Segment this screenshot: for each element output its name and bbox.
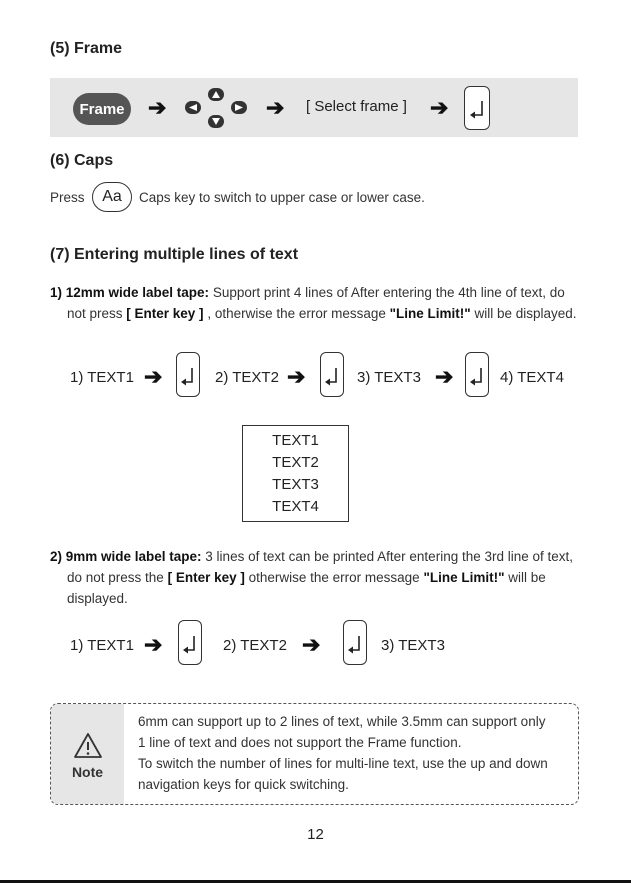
caps-description: Caps key to switch to upper case or lower case. bbox=[139, 190, 425, 205]
enter-key-icon bbox=[464, 86, 490, 130]
preview-line: TEXT2 bbox=[272, 454, 319, 471]
arrow-right-icon: ➔ bbox=[430, 95, 449, 120]
item-9mm-line2 bbox=[50, 567, 590, 588]
arrow-right-icon: ➔ bbox=[435, 364, 454, 389]
note-line: 6mm can support up to 2 lines of text, while 3.5mm can support only bbox=[138, 714, 546, 729]
note-line: navigation keys for quick switching. bbox=[138, 777, 349, 792]
note-sidebar bbox=[51, 704, 124, 804]
item-9mm-lead: 2) 9mm wide label tape: bbox=[50, 549, 202, 564]
line-limit-message: "Line Limit!" bbox=[423, 570, 505, 585]
section-5-heading: (5) Frame bbox=[50, 40, 123, 57]
item-9mm-desc: 3 lines of text can be printed After entering the 3rd line of text, bbox=[201, 549, 574, 564]
enter-key-icon bbox=[465, 352, 489, 397]
sequence1-step4: 4) TEXT4 bbox=[500, 369, 564, 386]
enter-key-ref: [ Enter key ] bbox=[126, 306, 204, 321]
item-12mm-end: will be displayed. bbox=[470, 306, 577, 321]
preview-line: TEXT3 bbox=[272, 476, 319, 493]
enter-key-icon bbox=[320, 352, 344, 397]
item-12mm-text bbox=[50, 282, 590, 324]
page-number: 12 bbox=[307, 826, 324, 843]
caps-press-text: Press bbox=[50, 190, 85, 205]
preview-line: TEXT4 bbox=[272, 498, 319, 515]
arrow-right-icon: ➔ bbox=[144, 632, 163, 657]
arrow-right-icon: ➔ bbox=[287, 364, 306, 389]
item-12mm-line1 bbox=[50, 282, 590, 303]
item-12mm-pre: not press bbox=[67, 306, 127, 321]
note-text bbox=[138, 711, 568, 795]
enter-key-ref: [ Enter key ] bbox=[167, 570, 245, 585]
sequence1-step3: 3) TEXT3 bbox=[357, 369, 421, 386]
nav-up-icon bbox=[208, 88, 224, 101]
item-12mm-desc: Support print 4 lines of After entering the 4th line of text, do bbox=[209, 285, 565, 300]
navigation-pad-icon bbox=[185, 88, 247, 128]
section-6-heading: (6) Caps bbox=[50, 152, 114, 169]
sequence2-step3: 3) TEXT3 bbox=[381, 637, 445, 654]
note-label: Note bbox=[71, 764, 104, 780]
note-line: 1 line of text and does not support the Frame function. bbox=[138, 735, 462, 750]
nav-down-icon bbox=[208, 115, 224, 128]
item-9mm-line1 bbox=[50, 546, 590, 567]
note-box bbox=[50, 703, 579, 805]
sequence2-step1: 1) TEXT1 bbox=[70, 637, 134, 654]
line-limit-message: "Line Limit!" bbox=[389, 306, 471, 321]
item-9mm-end: will be bbox=[504, 570, 546, 585]
sequence1-step1: 1) TEXT1 bbox=[70, 369, 134, 386]
item-9mm-mid: otherwise the error message bbox=[244, 570, 424, 585]
note-line: To switch the number of lines for multi-line text, use the up and down bbox=[138, 756, 548, 771]
arrow-right-icon: ➔ bbox=[302, 632, 321, 657]
caps-key-icon: Aa bbox=[92, 182, 132, 212]
arrow-right-icon: ➔ bbox=[144, 364, 163, 389]
warning-triangle-icon bbox=[73, 732, 103, 759]
item-9mm-line3: displayed. bbox=[67, 591, 128, 606]
enter-key-icon bbox=[178, 620, 202, 665]
item-12mm-lead: 1) 12mm wide label tape: bbox=[50, 285, 210, 300]
nav-left-icon bbox=[185, 101, 201, 114]
item-9mm-pre: do not press the bbox=[67, 570, 168, 585]
sequence2-step2: 2) TEXT2 bbox=[223, 637, 287, 654]
frame-key: Frame bbox=[73, 93, 131, 125]
enter-key-icon bbox=[343, 620, 367, 665]
label-preview-box bbox=[242, 425, 349, 522]
preview-line: TEXT1 bbox=[272, 432, 319, 449]
enter-key-icon bbox=[176, 352, 200, 397]
sequence1-step2: 2) TEXT2 bbox=[215, 369, 279, 386]
item-9mm-text bbox=[50, 546, 590, 609]
arrow-right-icon: ➔ bbox=[148, 95, 167, 120]
section-7-heading: (7) Entering multiple lines of text bbox=[50, 246, 299, 263]
select-frame-label: [ Select frame ] bbox=[306, 98, 407, 115]
item-12mm-mid: , otherwise the error message bbox=[203, 306, 390, 321]
nav-right-icon bbox=[231, 101, 247, 114]
item-12mm-line2 bbox=[50, 303, 590, 324]
arrow-right-icon: ➔ bbox=[266, 95, 285, 120]
